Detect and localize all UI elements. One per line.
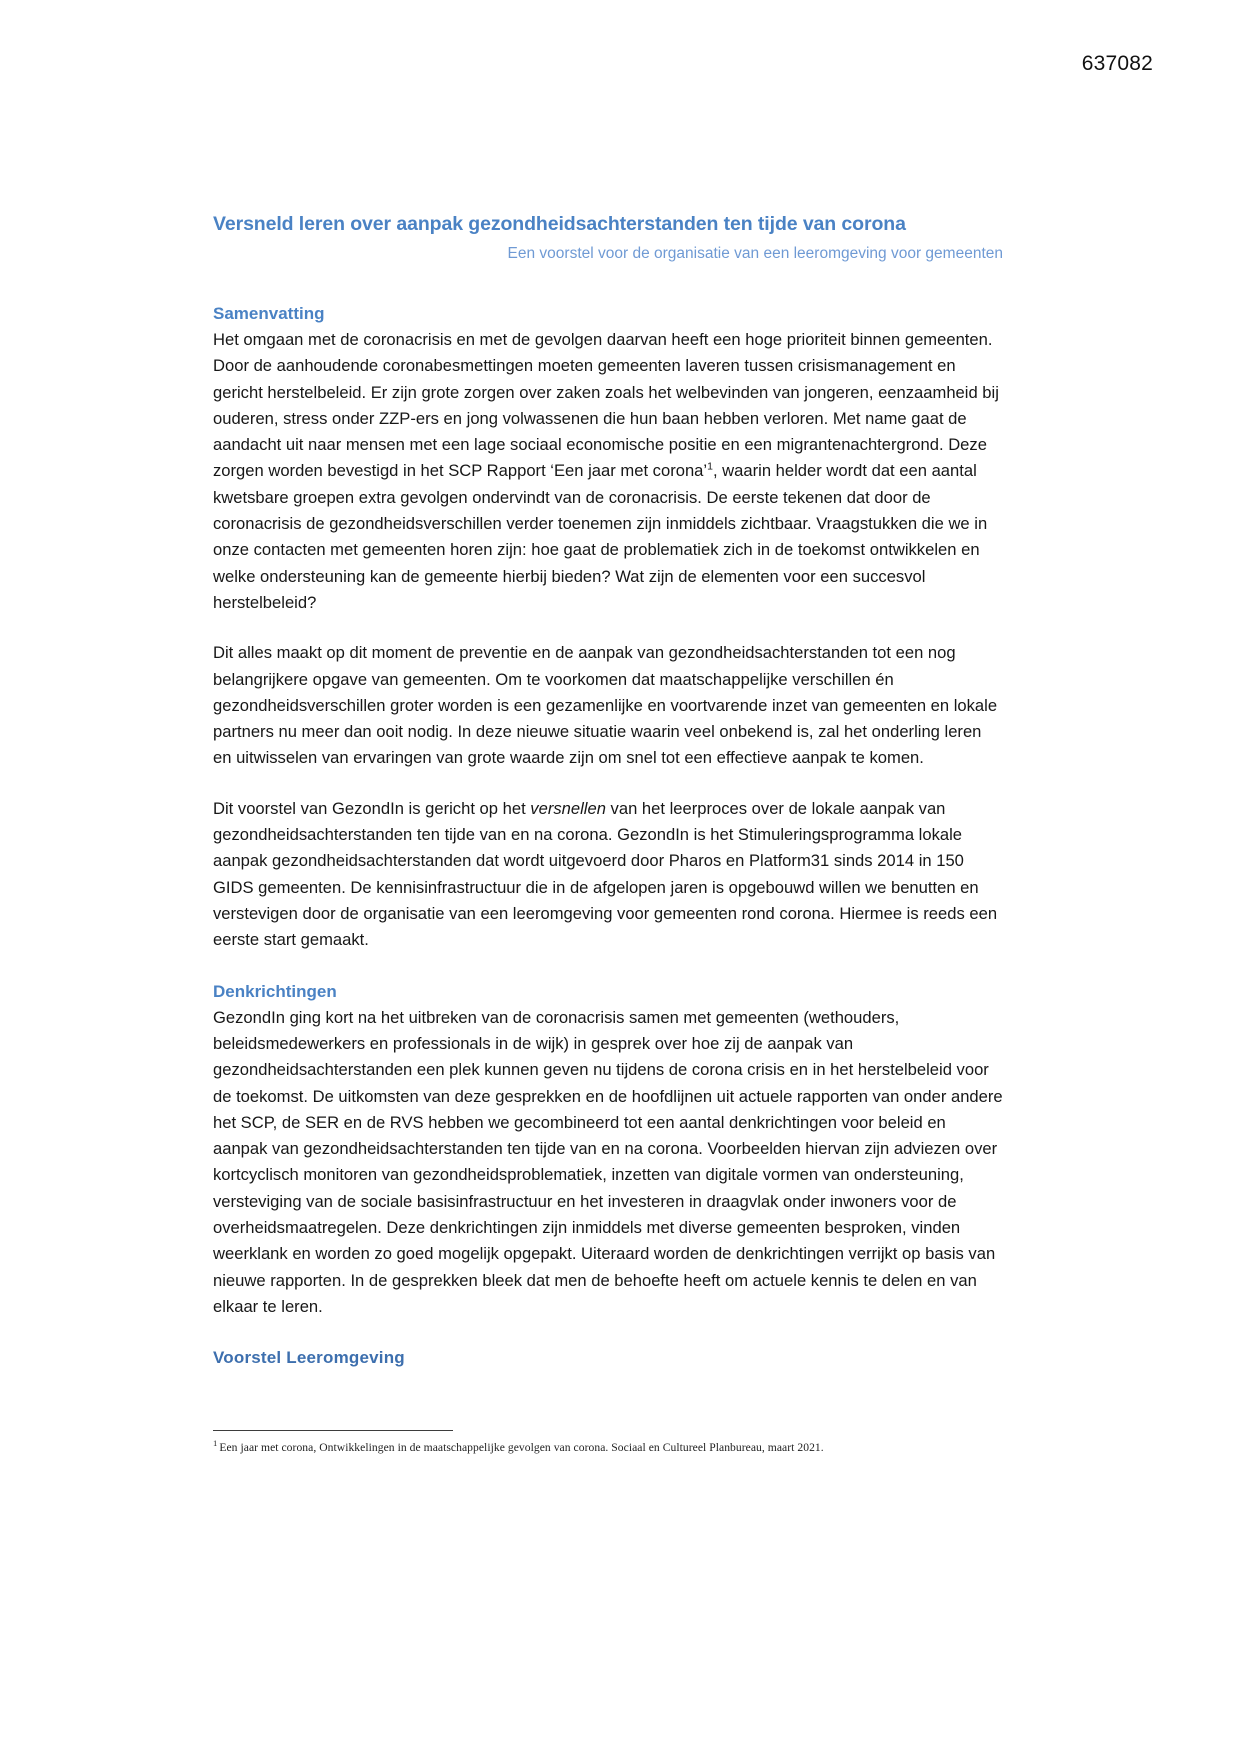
footnote-number: 1 bbox=[213, 1438, 218, 1449]
paragraph-denkrichtingen-1: GezondIn ging kort na het uitbreken van de coronacrisis samen met gemeenten (wethouders, beleidsmedewerkers en professionals in de wijk) in gesprek over hoe zij de aanpak van gezondheidsachterstanden een plek kunnen geven nu tijdens de corona crisis en in het herstelbeleid voor de toekomst. De uitkomsten van deze gesprekken en de hoofdlijnen uit actuele rapporten van onder andere het SCP, de SER en de RVS hebben we gecombineerd tot een aantal denkrichtingen voor beleid en aanpak van gezondheidsachterstanden ten tijde van en na corona. Voorbeelden hiervan zijn adviezen over kortcyclisch monitoren van gezondheidsproblematiek, inzetten van digitale vormen van ondersteuning, versteviging van de sociale basisinfrastructuur en het investeren in draagvlak onder inwoners voor de overheidsmaatregelen. Deze denkrichtingen zijn inmiddels met diverse gemeenten besproken, vinden weerklank en worden zo goed mogelijk opgepakt. Uiteraard worden de denkrichtingen verrijkt op basis van nieuwe rapporten. In de gesprekken bleek dat men de behoefte heeft om actuele kennis te delen en van elkaar te leren. bbox=[213, 1007, 1003, 1316]
footnote-citation-text: Een jaar met corona, Ontwikkelingen in de maatschappelijke gevolgen van corona. Sociaal en Cultureel Planbureau, maart 2021. bbox=[219, 1441, 824, 1454]
paragraph-samenvatting-1 bbox=[213, 327, 1003, 616]
paragraph-text-part-1: Dit voorstel van GezondIn is gericht op het bbox=[213, 798, 531, 818]
paragraph-text-part-2: , waarin helder wordt dat een aantal kwetsbare groepen extra gevolgen ondervindt van de coronacrisis. De eerste tekenen dat door de coronacrisis de gezondheidsverschillen verder toenemen zijn inmiddels zichtbaar. Vraagstukken die we in onze contacten met gemeenten horen zijn: hoe gaat de problematiek zich in de toekomst ontwikkelen en welke ondersteuning kan de gemeente hierbij bieden? Wat zijn de elementen voor een succesvol herstelbeleid? bbox=[213, 461, 988, 612]
paragraph-text-part-1: Het omgaan met de coronacrisis en met de gevolgen daarvan heeft een hoge prioriteit binnen gemeenten. Door de aanhoudende coronabesmettingen moeten gemeenten laveren tussen crisismanagement en gericht herstelbeleid. Er zijn grote zorgen over zaken zoals het welbevinden van jongeren, eenzaamheid bij ouderen, stress onder ZZP-ers en jong volwassenen die hun baan hebben verloren. Met name gaat de aandacht uit naar mensen met een lage sociaal economische positie en een migrantenachtergrond. Deze zorgen worden bevestigd in het SCP Rapport ‘Een jaar met corona’ bbox=[213, 330, 999, 481]
document-content bbox=[213, 212, 1003, 1371]
page-subtitle: Een voorstel voor de organisatie van een leeromgeving voor gemeenten bbox=[507, 244, 1003, 262]
section-heading-samenvatting: Samenvatting bbox=[213, 303, 325, 323]
section-samenvatting bbox=[213, 302, 1003, 954]
page-title: Versneld leren over aanpak gezondheidsachterstanden ten tijde van corona bbox=[213, 213, 906, 235]
section-denkrichtingen bbox=[213, 980, 1003, 1321]
paragraph-samenvatting-3 bbox=[213, 796, 1003, 954]
section-heading-voorstel-leeromgeving: Voorstel Leeromgeving bbox=[213, 1348, 405, 1368]
footnote-reference-marker[interactable]: 1 bbox=[707, 460, 713, 473]
document-number: 637082 bbox=[1081, 52, 1153, 75]
title-block bbox=[213, 212, 1003, 264]
section-voorstel-leeromgeving bbox=[213, 1346, 1003, 1370]
paragraph-samenvatting-2: Dit alles maakt op dit moment de preventie en de aanpak van gezondheidsachterstanden tot een nog belangrijkere opgave van gemeenten. Om te voorkomen dat maatschappelijke verschillen én gezondheidsverschillen groter worden is een gezamenlijke en voortvarende inzet van gemeenten en lokale partners nu meer dan ooit nodig. In deze nieuwe situatie waarin veel onbekend is, zal het onderling leren en uitwisselen van ervaringen van grote waarde zijn om snel tot een effectieve aanpak te komen. bbox=[213, 643, 998, 768]
footnote-area bbox=[213, 1430, 1003, 1456]
emphasized-term-versnellen: versnellen bbox=[530, 798, 606, 818]
footnote-entry bbox=[213, 1440, 1003, 1456]
section-heading-denkrichtingen: Denkrichtingen bbox=[213, 981, 337, 1001]
paragraph-text-part-2: van het leerproces over de lokale aanpak van gezondheidsachterstanden ten tijde van en na corona. GezondIn is het Stimuleringsprogramma lokale aanpak gezondheidsachterstanden dat wordt uitgevoerd door Pharos en Platform31 sinds 2014 in 150 GIDS gemeenten. De kennisinfrastructuur die in de afgelopen jaren is opgebouwd willen we benutten en verstevigen door de organisatie van een leeromgeving voor gemeenten rond corona. Hiermee is reeds een eerste start gemaakt. bbox=[213, 798, 998, 950]
footnote-separator-rule bbox=[213, 1430, 453, 1431]
